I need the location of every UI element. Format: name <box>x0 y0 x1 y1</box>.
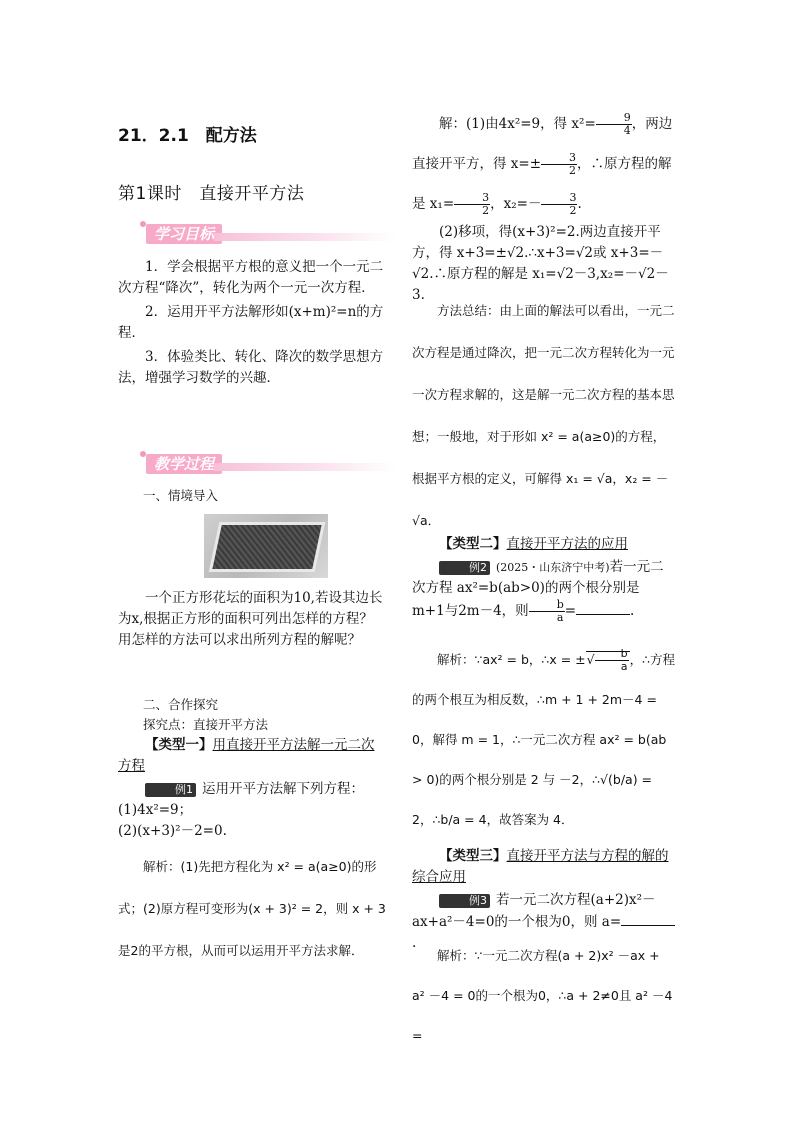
fraction <box>596 112 632 137</box>
numerator: b <box>529 599 565 612</box>
ex2-equals: = <box>564 603 577 619</box>
ex2-analysis-b: ，∴方程的两个根互为相反数，∴m + 1 + 2m－4 = 0，解得 m = 1，∴一元二次方程 ax² = b(ab > 0)的两个根分别是 2 与 －2，∴√(b/a) = 2，∴b/a = 4，故答案为 4． <box>412 652 676 827</box>
sol1-part-a: 解：(1)由4x²=9，得 x²= <box>439 116 596 132</box>
method-summary: 方法总结：由上面的解法可以看出，一元二次方程是通过降次，把一元二次方程转化为一元一次方程求解的，这是解一元二次方程的基本思想；一般地，对于形如 x² = a(a≥0)的方程，根据平方根的定义，可解得 x₁ = √a，x₂ = －√a． <box>412 303 675 528</box>
ex2-analysis <box>412 640 676 840</box>
explore-point: 探究点：直接开平方法 <box>143 717 269 732</box>
solution-2: (2)移项，得(x+3)²=2.两边直接开平方，得 x+3=±√2.∴x+3=√2或 x+3=－√2.∴原方程的解是 x₁=√2－3,x₂=－√2－3. <box>412 224 669 303</box>
ex1-eq2: (2)(x+3)²－2=0. <box>118 823 227 839</box>
goal-3: 3．体验类比、转化、降次的数学思想方法，增强学习数学的兴趣． <box>118 349 384 386</box>
ex2-question <box>412 557 676 624</box>
fraction <box>529 599 565 624</box>
goals-banner-label: 学习目标 <box>146 224 222 244</box>
ex1-text: 运用开平方法解下列方程： <box>202 781 364 797</box>
ex1-eq1: (1)4x²=9； <box>118 802 193 818</box>
banner-stripe <box>214 233 396 241</box>
sol1-part-d: ，x₂=－ <box>490 196 542 212</box>
explore-heading: 二、合作探究 <box>143 697 219 712</box>
example-badge: 例1 <box>145 783 196 797</box>
ex2-analysis-a: 解析：∵ax² = b，∴x = ± <box>437 652 586 667</box>
answer-blank <box>621 911 675 926</box>
fraction <box>595 648 629 673</box>
flower-bed-photo <box>204 514 328 578</box>
numerator: 3 <box>454 192 490 205</box>
type1-title: 用直接开平方法解一元二次方程 <box>118 737 375 774</box>
numerator: b <box>595 648 629 661</box>
lesson-title: 第1课时 直接开平方法 <box>118 184 305 204</box>
numerator: 3 <box>541 152 577 165</box>
type2-tag: 【类型二】 <box>439 536 507 552</box>
denominator: 2 <box>482 204 490 217</box>
numerator: 3 <box>541 192 577 205</box>
type3-heading <box>412 846 676 888</box>
denominator: 2 <box>569 164 577 177</box>
fraction <box>541 152 577 177</box>
answer-blank <box>576 600 630 615</box>
denominator: a <box>556 611 564 624</box>
intro-text: 一个正方形花坛的面积为10,若设其边长为x,根据正方形的面积可列出怎样的方程？用怎样的方法可以求出所列方程的解呢？ <box>118 590 383 648</box>
process-banner <box>118 454 386 476</box>
intro-heading: 一、情境导入 <box>143 488 219 503</box>
fraction <box>541 192 577 217</box>
goals-banner <box>118 224 386 246</box>
type1-heading <box>118 735 386 777</box>
ex3-period: . <box>412 935 417 951</box>
denominator: a <box>620 660 628 673</box>
ex1-analysis: 解析：(1)先把方程化为 x² = a(a≥0)的形式；(2)原方程可变形为(x + 3)² = 2，则 x + 3是2的平方根，从而可以运用开平方法求解． <box>118 859 386 958</box>
denominator: 4 <box>623 124 631 137</box>
type2-heading <box>412 534 676 555</box>
sol1-part-e: . <box>577 196 582 212</box>
numerator: 9 <box>596 112 632 125</box>
type1-tag: 【类型一】 <box>145 737 213 753</box>
sol1-part-b: ，两边直接开平方，得 x=± <box>412 116 673 172</box>
ex3-analysis: 解析：∵一元二次方程(a + 2)x² －ax + a² －4 = 0的一个根为0，∴a + 2≠0且 a² －4 = <box>412 948 673 1043</box>
ex2-source: (2025・山东济宁中考) <box>496 561 610 574</box>
process-banner-label: 教学过程 <box>146 454 222 474</box>
flower-bed-shape <box>209 522 326 572</box>
section-title: 21．2.1 配方法 <box>118 126 257 146</box>
ex3-text: 若一元二次方程(a+2)x²－ax+a²－4=0的一个根为0，则 a= <box>412 892 656 930</box>
example-badge: 例2 <box>439 561 490 575</box>
type3-tag: 【类型三】 <box>439 848 507 864</box>
goal-1: 1．学会根据平方根的意义把一个一元二次方程“降次”，转化为两个一元一次方程． <box>118 259 384 296</box>
sol1-part-c: ，∴原方程的解是 x₁= <box>412 156 672 212</box>
ex2-period: . <box>630 603 635 619</box>
fraction <box>454 192 490 217</box>
goal-2: 2．运用开平方法解形如(x+m)²=n的方程． <box>118 304 384 341</box>
type2-title: 直接开平方法的应用 <box>506 536 628 552</box>
type3-title: 直接开平方法与方程的解的综合应用 <box>412 848 669 885</box>
ex2-text: 若一元二次方程 ax²=b(ab>0)的两个根分别是 m+1与2m－4，则 <box>412 559 664 619</box>
solution-1 <box>412 104 676 224</box>
banner-stripe <box>214 463 396 471</box>
example-badge: 例3 <box>439 894 490 908</box>
denominator: 2 <box>569 204 577 217</box>
ex1-question <box>118 779 386 800</box>
sqrt-expression: √ $\frac{b}{a}$ <box>586 647 628 673</box>
